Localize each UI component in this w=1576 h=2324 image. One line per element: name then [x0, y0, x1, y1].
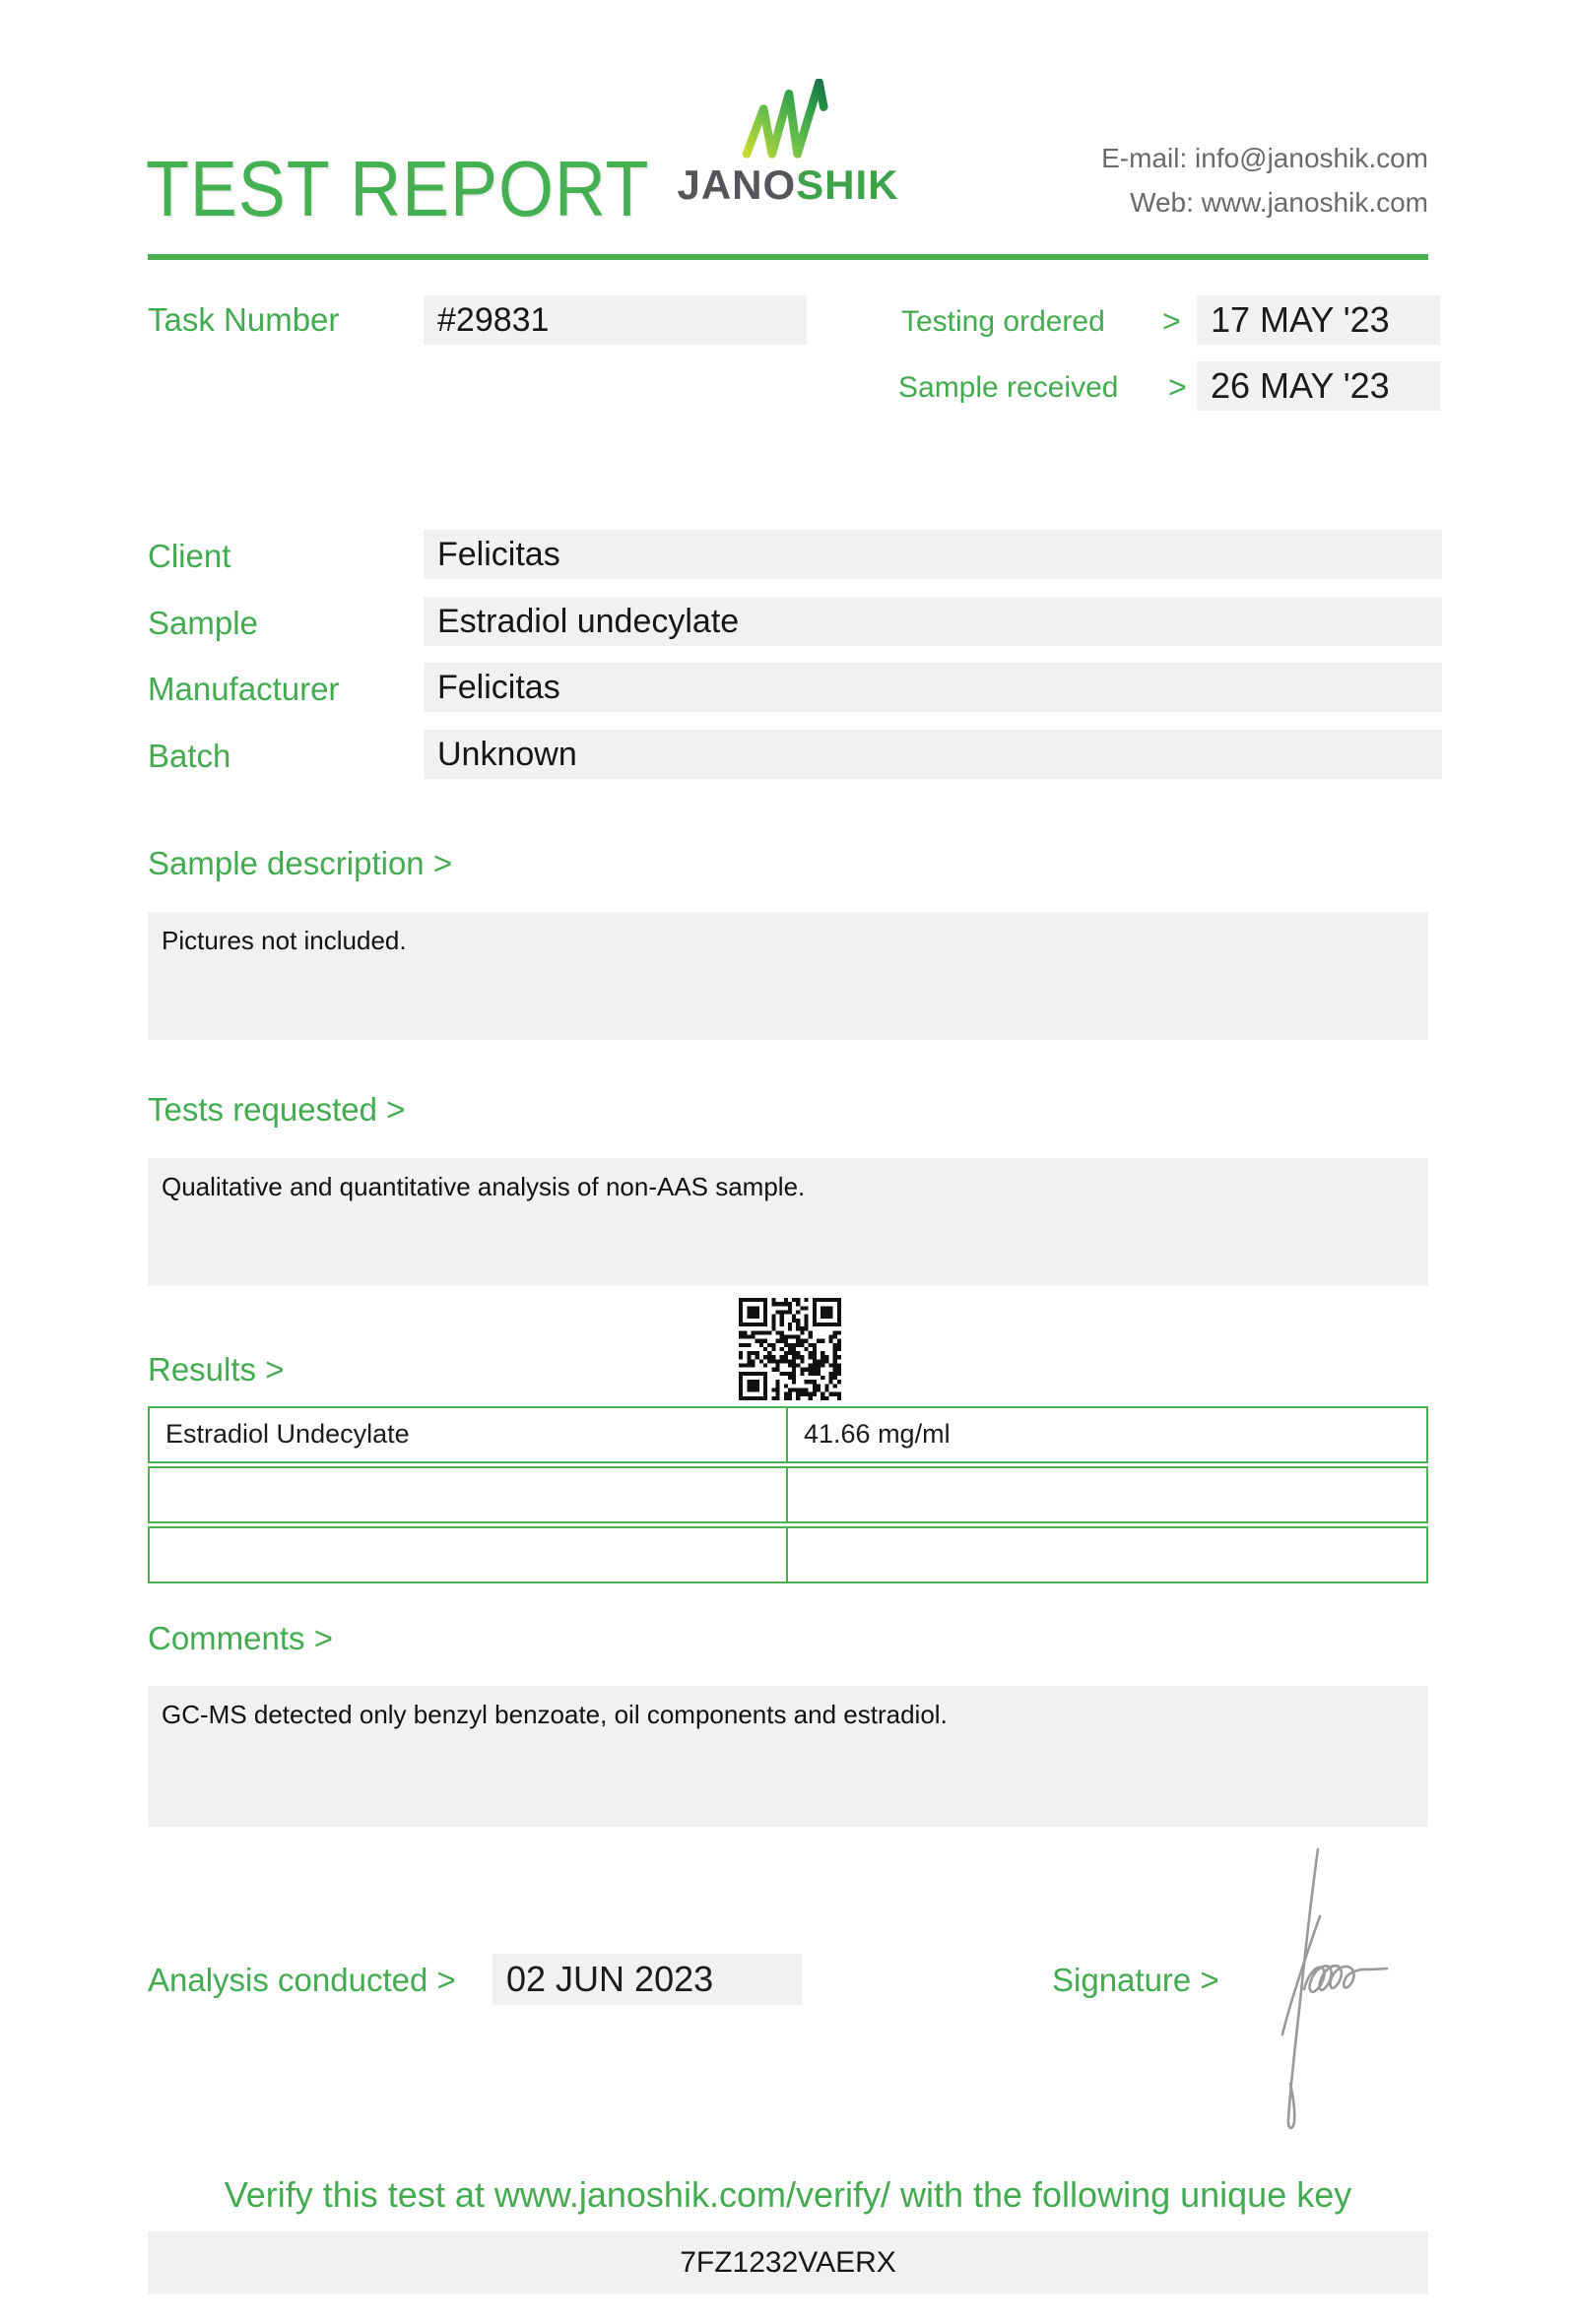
testing-ordered-date: 17 MAY '23 — [1197, 295, 1440, 345]
sample-description-text: Pictures not included. — [148, 912, 1428, 1040]
sample-label: Sample — [148, 605, 258, 641]
signature-label: Signature > — [1052, 1962, 1219, 1998]
result-substance: Estradiol Undecylate — [150, 1408, 788, 1461]
sample-description-heading: Sample description > — [148, 845, 453, 881]
unique-key: 7FZ1232VAERX — [148, 2231, 1428, 2294]
results-table-row — [148, 1526, 1428, 1583]
manufacturer-value: Felicitas — [424, 663, 1442, 712]
result-value: 41.66 mg/ml — [804, 1419, 951, 1449]
header-divider — [148, 254, 1428, 260]
result-value — [788, 1528, 1426, 1582]
brand-name — [677, 161, 898, 209]
client-value: Felicitas — [424, 530, 1442, 579]
result-substance — [150, 1468, 788, 1521]
task-number-label: Task Number — [148, 301, 340, 338]
qr-code — [739, 1298, 841, 1400]
tests-requested-heading: Tests requested > — [148, 1091, 406, 1128]
manufacturer-label: Manufacturer — [148, 671, 340, 707]
growth-chart-icon — [739, 79, 837, 161]
contact-email: E-mail: info@janoshik.com — [1101, 143, 1428, 173]
result-substance — [150, 1528, 788, 1582]
results-table — [148, 1406, 1428, 1586]
result-value — [788, 1468, 1426, 1521]
brand-name-jano: JANO — [677, 161, 797, 208]
page-title: TEST REPORT — [146, 145, 650, 232]
testing-ordered-chevron-icon: > — [1162, 303, 1181, 339]
results-table-row — [148, 1466, 1428, 1523]
brand-name-shik: SHIK — [796, 161, 899, 208]
tests-requested-text: Qualitative and quantitative analysis of non-AAS sample. — [148, 1158, 1428, 1286]
batch-value: Unknown — [424, 730, 1442, 779]
signature-image — [1261, 1843, 1433, 2134]
contact-info — [1101, 136, 1428, 225]
client-label: Client — [148, 538, 231, 574]
verify-instruction: Verify this test at www.janoshik.com/verify/ with the following unique key — [224, 2174, 1352, 2215]
results-heading: Results > — [148, 1351, 285, 1388]
contact-web: Web: www.janoshik.com — [1130, 187, 1428, 218]
sample-received-date: 26 MAY '23 — [1197, 361, 1440, 411]
batch-label: Batch — [148, 738, 231, 774]
comments-text: GC-MS detected only benzyl benzoate, oil components and estradiol. — [148, 1686, 1428, 1827]
analysis-date: 02 JUN 2023 — [492, 1954, 802, 2005]
task-number-value: #29831 — [424, 295, 807, 345]
analysis-conducted-label: Analysis conducted > — [148, 1962, 456, 1998]
sample-value: Estradiol undecylate — [424, 597, 1442, 646]
brand-logo — [677, 79, 899, 209]
sample-received-label: Sample received — [898, 371, 1119, 404]
results-table-row — [148, 1406, 1428, 1463]
testing-ordered-label: Testing ordered — [901, 305, 1105, 338]
comments-heading: Comments > — [148, 1620, 333, 1656]
sample-received-chevron-icon: > — [1168, 369, 1187, 405]
